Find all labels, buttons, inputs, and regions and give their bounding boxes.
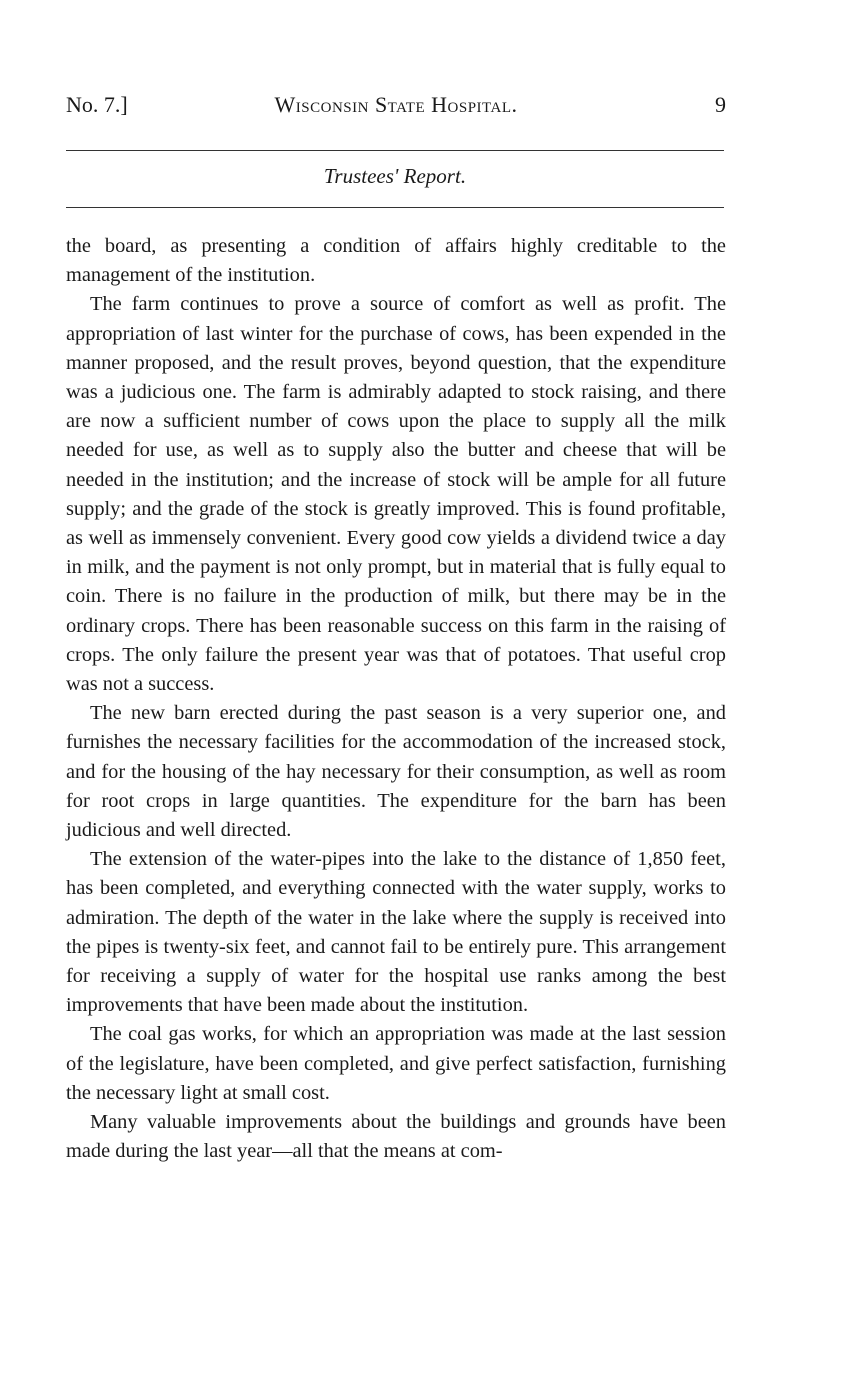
document-number: No. 7.]	[66, 92, 128, 117]
paragraph-water-pipes: The extension of the water-pipes into the lake to the distance of 1,850 feet, has been completed, and everything connected with the water supply, works to admiration. The depth of the water in the lake where the supply is received into the pipes is twenty-six feet, and cannot fail to be entirely pure. This arrangement for receiving a supply of water for the hospital use ranks among the best improvements that have been made about the institution.	[66, 848, 726, 1017]
paragraph-improvements: Many valuable improvements about the buildings and grounds have been made during the last year—all that the means at com-	[66, 1111, 726, 1163]
paragraph-farm: The farm continues to prove a source of comfort as well as profit. The appropriation of last winter for the purchase of cows, has been expended in the manner proposed, and the result proves, beyond question, that the expenditure was a judicious one. The farm is admirably adapted to stock raising, and there are now a sufficient number of cows upon the place to supply all the milk needed for use, as well as to supply also the butter and cheese that will be needed in the institution; and the increase of stock will be ample for all future supply; and the grade of the stock is greatly improved. This is found profitable, as well as immensely convenient. Every good cow yields a dividend twice a day in milk, and the payment is not only prompt, but in material that is fully equal to coin. There is no failure in the production of milk, but there may be in the ordinary crops. There has been reasonable success on this farm in the raising of crops. The only failure the present year was that of potatoes. That useful crop was not a success.	[66, 293, 726, 696]
section-subheading: Trustees' Report.	[323, 164, 467, 188]
running-title: Wisconsin State Hospital.	[274, 92, 518, 117]
paragraph-continuation: the board, as presenting a condition of affairs highly creditable to the management of the institution.	[66, 235, 726, 287]
page-number: 9	[715, 92, 726, 117]
body-text	[66, 232, 726, 1167]
running-head	[66, 92, 726, 124]
paragraph-barn: The new barn erected during the past season is a very superior one, and furnishes the necessary facilities for the accommodation of the increased stock, and for the housing of the hay necessary for their consumption, as well as room for root crops in large quantities. The expenditure for the barn has been judicious and well directed.	[66, 702, 726, 842]
header-rule-top	[66, 150, 724, 151]
paragraph-gas-works: The coal gas works, for which an appropriation was made at the last session of the legislature, have been completed, and give perfect satisfaction, furnishing the necessary light at small cost.	[66, 1023, 726, 1104]
header-rule-bottom	[66, 207, 724, 208]
